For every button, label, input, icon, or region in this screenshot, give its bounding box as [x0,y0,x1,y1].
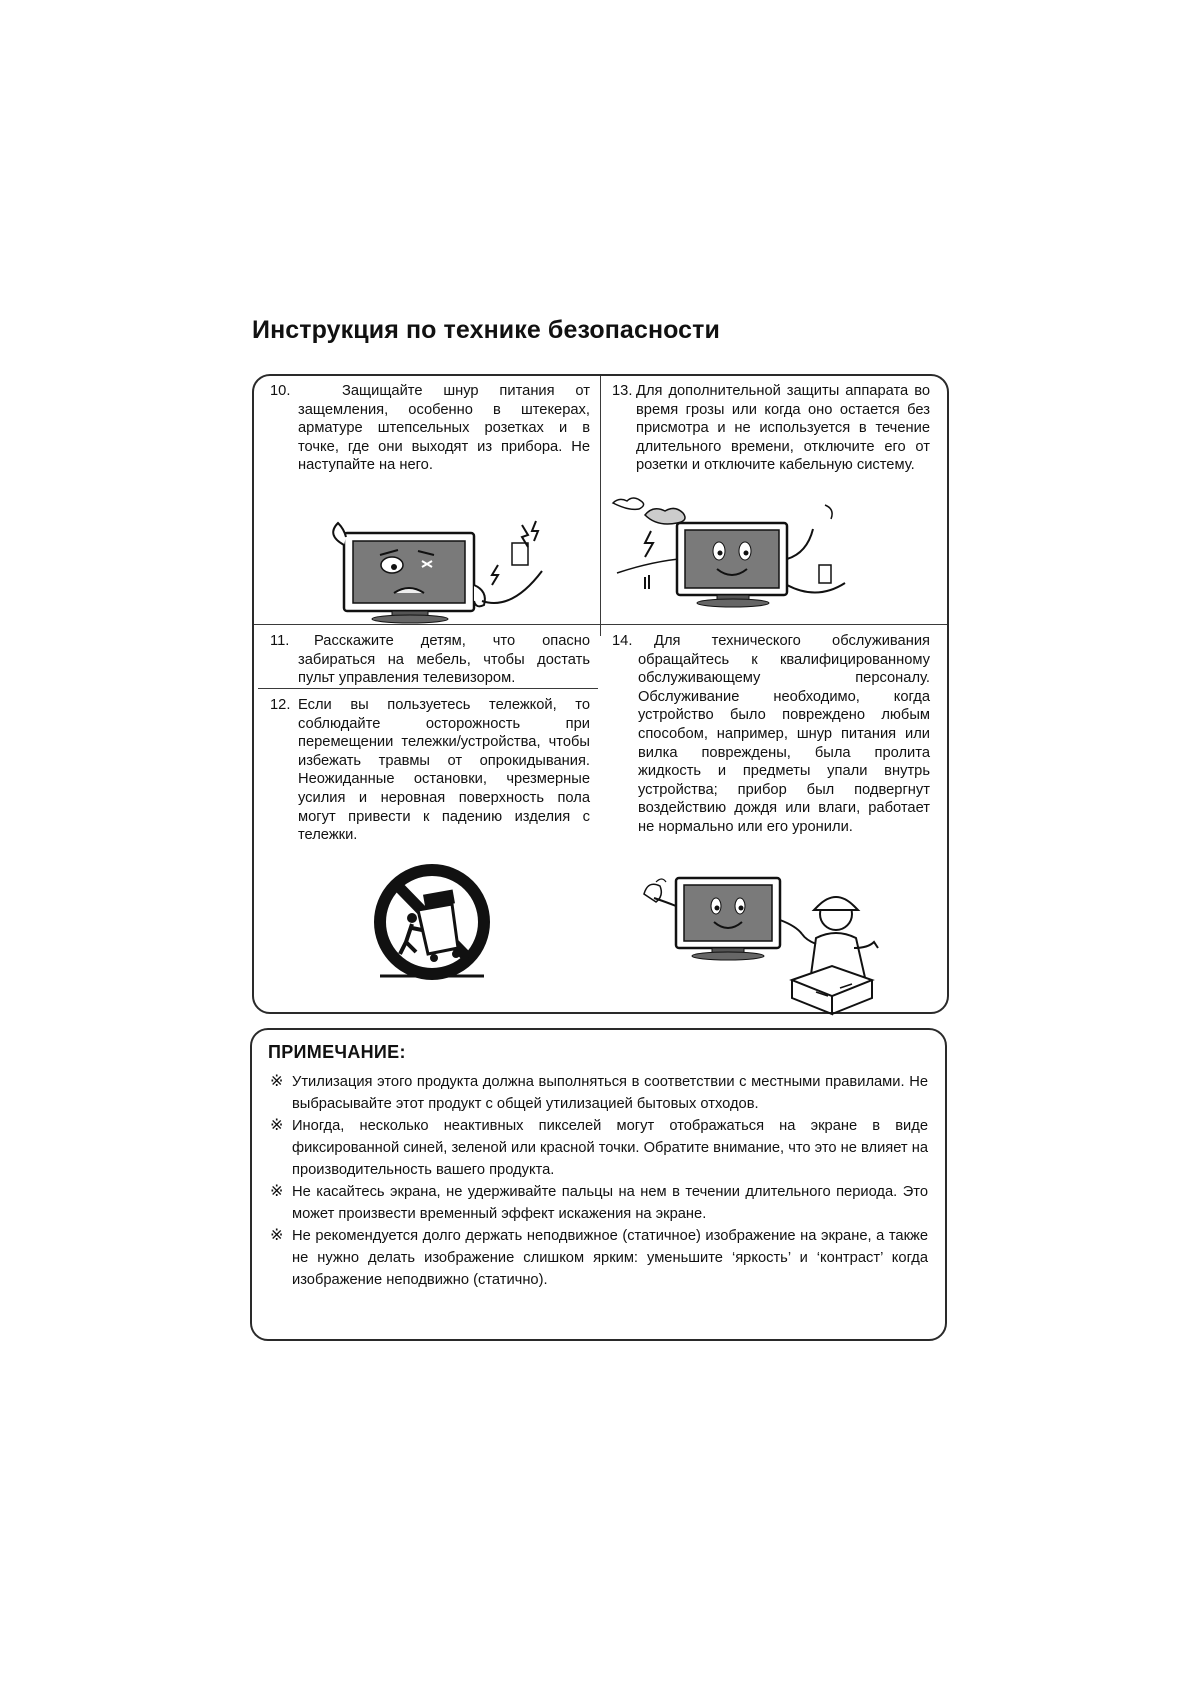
note-item [270,1071,928,1115]
note-text: Иногда, несколько неактивных пикселей могут отображаться на экране в виде фиксированной синей, зеленой или красной точки. Обратите внимание, что это не влияет на производительность вашего продукта. [292,1118,928,1178]
instruction-item-10 [270,382,590,475]
item-number: 12. [270,697,291,713]
item-text: Для технического обслуживания обращайтесь к квалифицированному обслуживающему персоналу. Обслуживание необходимо, когда устройство было повреждено любым способом, например, шнур питания или вилка повреждены, была пролита жидкость и предметы упали внутрь устройства; прибор был подвергнут воздействию дождя или влаги, работает не нормально или его уронили. [638,633,930,835]
divider-item11-12 [258,688,598,689]
reference-mark-icon: ※ [270,1117,284,1134]
instruction-item-11 [270,632,590,688]
instruction-item-14 [612,632,930,837]
item-number: 13. [612,383,633,399]
item-number: 10. [270,383,291,399]
note-text: Не касайтесь экрана, не удерживайте пальцы на нем в течении длительного периода. Это может произвести временный эффект искажения на экране. [292,1184,928,1222]
item-text: Если вы пользуетесь тележкой, то соблюдайте осторожность при перемещении тележки/устройства, чтобы избежать травмы от опрокидывания. Неожиданные остановки, чрезмерные усилия и неровная поверхность пола могут привести к падению изделия с тележки. [298,697,590,844]
instruction-item-13 [612,382,930,475]
note-item [270,1181,928,1225]
service-technician-tv-illustration-icon [640,868,900,1018]
cart-tip-over-warning-icon [372,862,492,982]
item-text: Защищайте шнур питания от защемления, особенно в штекерах, арматуре штепсельных розетках и в точке, где они выходят из прибора. Не наступайте на него. [298,383,590,474]
reference-mark-icon: ※ [270,1227,284,1244]
item-text: Для дополнительной защиты аппарата во время грозы или когда оно остается без присмотра и не используется в течение длительного времени, отключите его от розетки и отключите кабельную систему. [636,383,930,474]
item-number: 11. [270,633,290,649]
reference-mark-icon: ※ [270,1183,284,1200]
cord-pinch-tv-illustration-icon [322,505,562,625]
reference-mark-icon: ※ [270,1073,284,1090]
note-item [270,1115,928,1181]
item-text: Расскажите детям, что опасно забираться на мебель, чтобы достать пульт управления телевизором. [298,633,590,687]
note-text: Утилизация этого продукта должна выполняться в соответствии с местными правилами. Не выбрасывайте этот продукт с общей утилизацией бытовых отходов. [292,1074,928,1112]
instruction-item-12 [270,696,590,845]
note-text: Не рекомендуется долго держать неподвижное (статичное) изображение на экране, а также не нужно делать изображение слишком ярким: уменьшите ‘яркость’ и ‘контраст’ когда изображение неподвижно (статично). [292,1228,928,1288]
note-title: ПРИМЕЧАНИЕ: [268,1042,406,1062]
lightning-unplug-tv-illustration-icon [605,495,905,625]
page-title: Инструкция по технике безопасности [252,316,720,344]
divider-vertical [600,376,601,636]
item-number: 14. [612,633,633,649]
note-item [270,1225,928,1291]
